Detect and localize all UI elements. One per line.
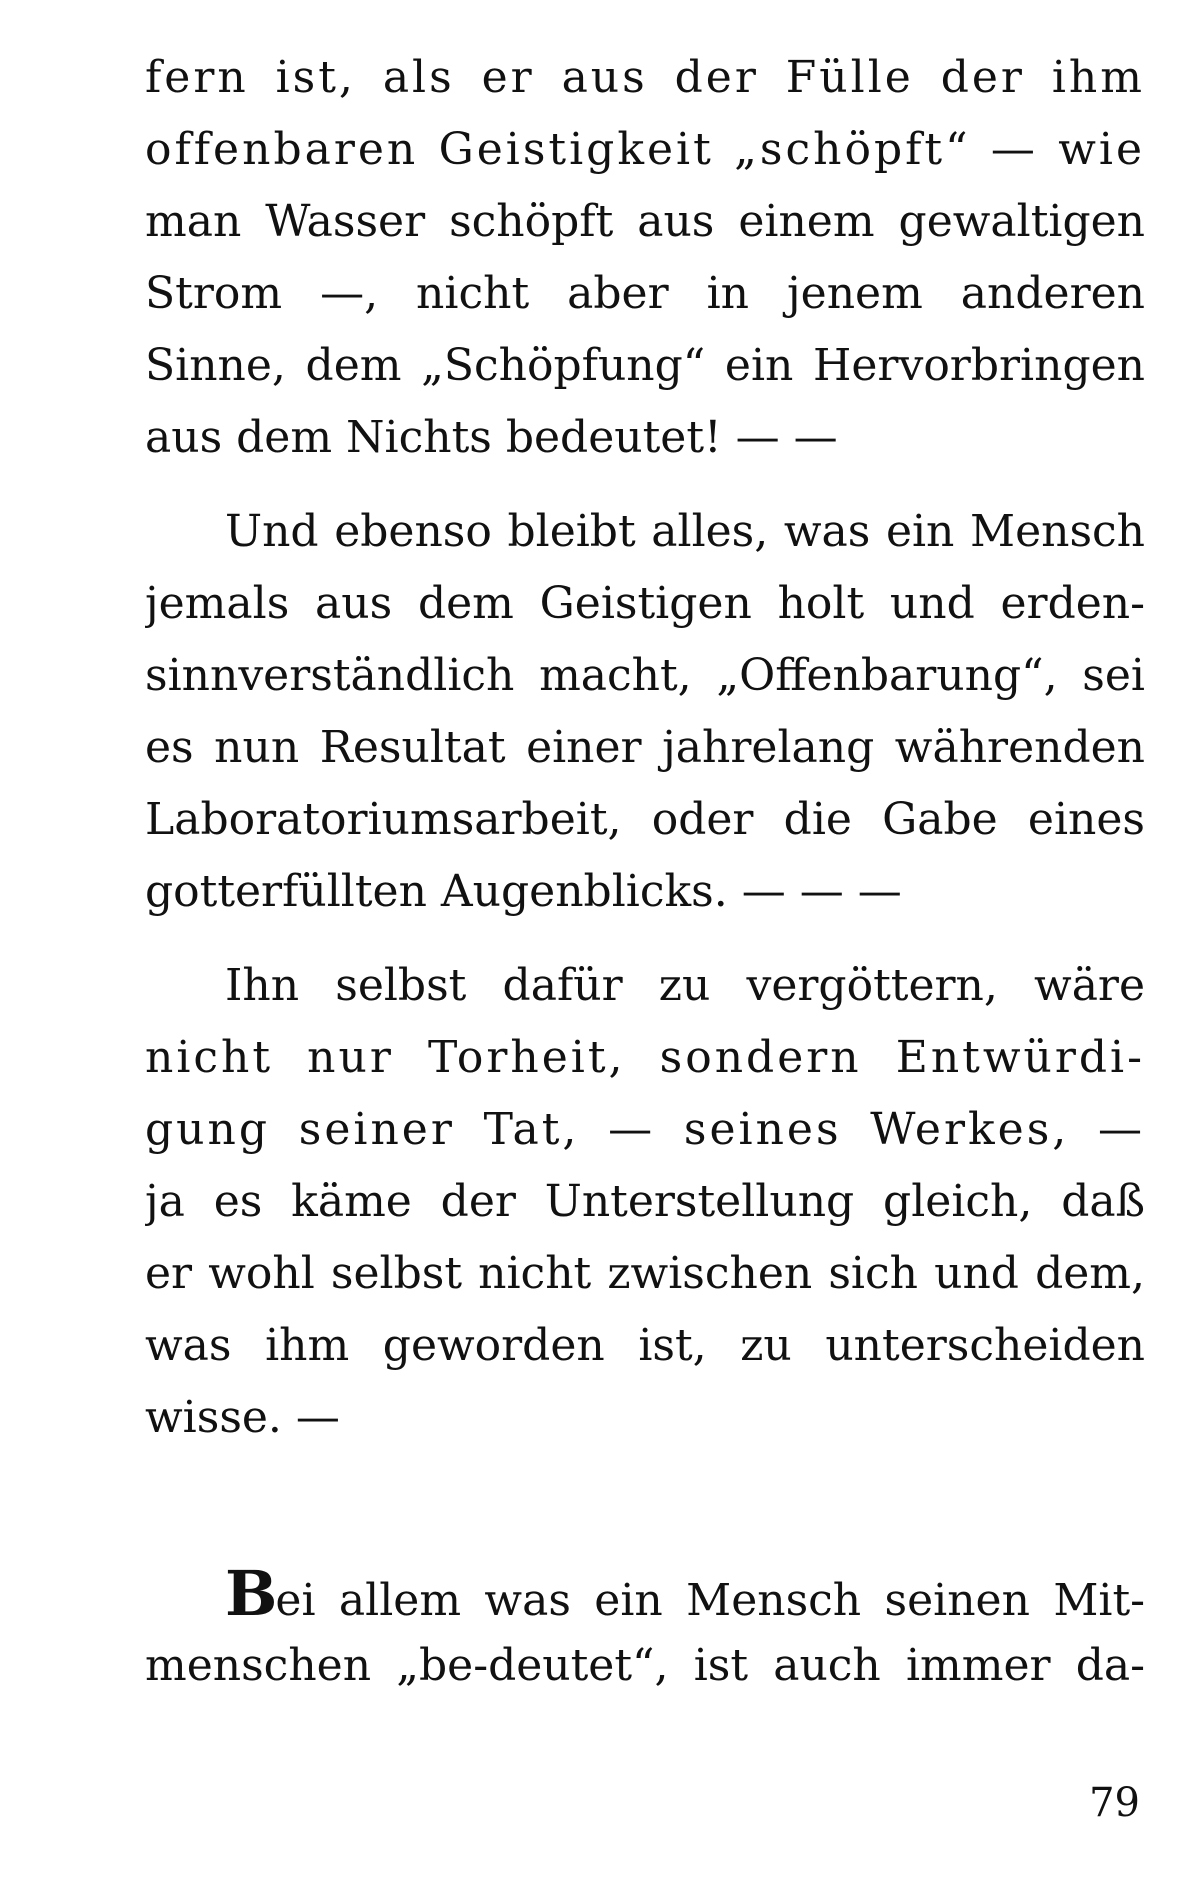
text-line: ja es käme der Unterstellung gleich, daß	[145, 1176, 1145, 1227]
text-line: es nun Resultat einer jahrelang währenden	[145, 722, 1145, 773]
text-line: sinnverständlich macht, „Offenbarung“, sei	[145, 650, 1145, 701]
text-line: jemals aus dem Geistigen holt und erden-	[145, 578, 1145, 629]
text-line: fern ist, als er aus der Fülle der ihm	[145, 52, 1145, 103]
text-line: gotterfüllten Augenblicks. — — —	[145, 866, 902, 917]
text-line: aus dem Nichts bedeutet! — —	[145, 412, 838, 463]
text-line	[145, 1558, 1145, 1630]
text-line: Sinne, dem „Schöpfung“ ein Hervorbringen	[145, 340, 1145, 391]
initial-letter: B	[225, 1558, 276, 1630]
text-line: menschen „be-deutet“, ist auch immer da-	[145, 1640, 1145, 1691]
text-line: wisse. —	[145, 1392, 340, 1443]
text-line-rest: ei allem was ein Mensch seinen Mit-	[275, 1575, 1145, 1626]
page-number: 79	[1089, 1780, 1140, 1826]
paragraph-4	[145, 1558, 1145, 1702]
text-line: Strom —, nicht aber in jenem anderen	[145, 268, 1145, 319]
text-line: nicht nur Torheit, sondern Entwürdi-	[145, 1032, 1145, 1083]
text-line: gung seiner Tat, — seines Werkes, —	[145, 1104, 1145, 1155]
paragraph-1	[145, 42, 1145, 474]
text-line: offenbaren Geistigkeit „schöpft“ — wie	[145, 124, 1145, 175]
text-line: man Wasser schöpft aus einem gewaltigen	[145, 196, 1145, 247]
paragraph-3	[145, 950, 1145, 1454]
text-line: was ihm geworden ist, zu unterscheiden	[145, 1320, 1145, 1371]
text-line: er wohl selbst nicht zwischen sich und dem,	[145, 1248, 1145, 1299]
text-line: Ihn selbst dafür zu vergöttern, wäre	[225, 960, 1145, 1011]
text-line: Laboratoriumsarbeit, oder die Gabe eines	[145, 794, 1145, 845]
text-line: Und ebenso bleibt alles, was ein Mensch	[225, 506, 1145, 557]
paragraph-2	[145, 496, 1145, 928]
